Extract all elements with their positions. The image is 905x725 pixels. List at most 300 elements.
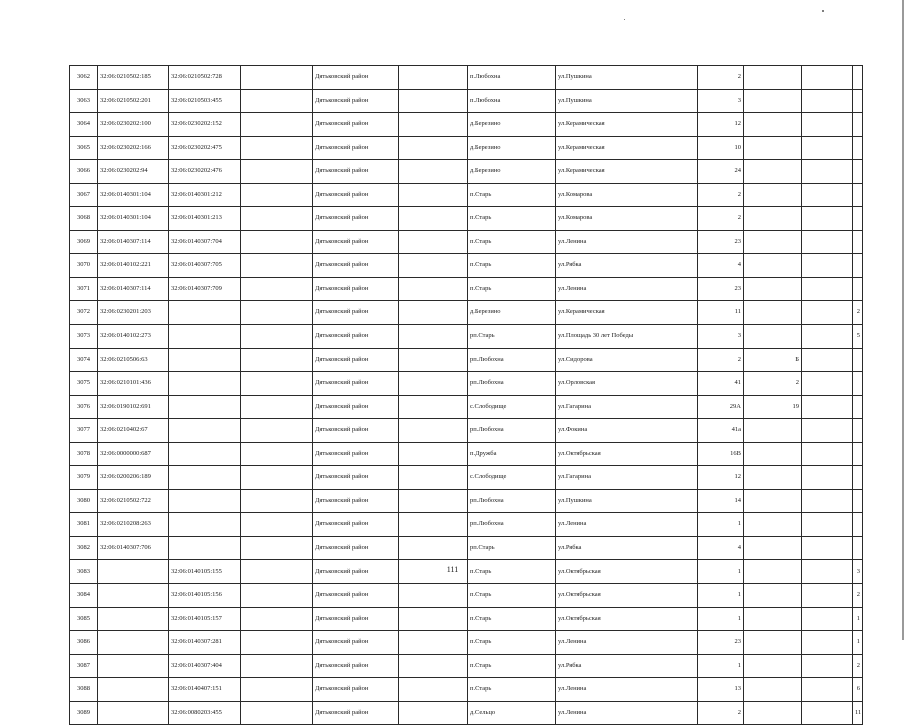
empty-cell — [399, 348, 468, 372]
locality-cell: д.Березино — [468, 301, 556, 325]
apartment-cell — [853, 89, 863, 113]
extra-cell — [802, 136, 853, 160]
row-number-cell: 3066 — [70, 160, 98, 184]
scan-edge-line — [902, 0, 904, 640]
scan-speck — [822, 10, 824, 12]
table-row — [70, 301, 863, 325]
cadastral-number-cell: 32:06:0210402:67 — [98, 419, 169, 443]
house-number-cell: 23 — [698, 631, 744, 655]
extra-cell — [802, 536, 853, 560]
street-cell: ул.Фокина — [556, 419, 698, 443]
apartment-cell: 1 — [853, 631, 863, 655]
cadastral-number-cell — [98, 584, 169, 608]
house-number-cell: 1 — [698, 584, 744, 608]
table-row — [70, 419, 863, 443]
locality-cell: п.Старь — [468, 678, 556, 702]
house-number-cell: 3 — [698, 89, 744, 113]
building-cell — [744, 513, 802, 537]
cadastral-number-object-cell: 32:06:0140307:709 — [169, 277, 241, 301]
building-cell — [744, 584, 802, 608]
cadastral-number-object-cell: 32:06:0140105:155 — [169, 560, 241, 584]
house-number-cell: 2 — [698, 66, 744, 90]
empty-cell — [399, 584, 468, 608]
extra-cell — [802, 489, 853, 513]
district-cell: Дятьковский район — [313, 160, 399, 184]
empty-cell — [399, 160, 468, 184]
street-cell: ул.Ленина — [556, 230, 698, 254]
row-number-cell: 3089 — [70, 701, 98, 725]
extra-cell — [802, 277, 853, 301]
locality-cell: рп.Любохна — [468, 489, 556, 513]
empty-cell — [241, 89, 313, 113]
building-cell — [744, 301, 802, 325]
extra-cell — [802, 607, 853, 631]
apartment-cell: 6 — [853, 678, 863, 702]
cadastral-number-cell: 32:06:0000000:687 — [98, 442, 169, 466]
cadastral-number-cell — [98, 654, 169, 678]
locality-cell: п.Старь — [468, 607, 556, 631]
empty-cell — [241, 207, 313, 231]
cadastral-number-object-cell — [169, 395, 241, 419]
cadastral-number-object-cell — [169, 348, 241, 372]
street-cell: ул.Ленина — [556, 277, 698, 301]
street-cell: ул.Рябка — [556, 536, 698, 560]
apartment-cell — [853, 254, 863, 278]
empty-cell — [399, 654, 468, 678]
building-cell — [744, 66, 802, 90]
locality-cell: с.Слободище — [468, 395, 556, 419]
cadastral-number-cell — [98, 607, 169, 631]
apartment-cell — [853, 230, 863, 254]
apartment-cell — [853, 348, 863, 372]
locality-cell: рп.Старь — [468, 536, 556, 560]
extra-cell — [802, 654, 853, 678]
table-row — [70, 254, 863, 278]
row-number-cell: 3067 — [70, 183, 98, 207]
house-number-cell: 16В — [698, 442, 744, 466]
apartment-cell: 5 — [853, 325, 863, 349]
cadastral-number-object-cell — [169, 466, 241, 490]
cadastral-number-cell: 32:06:0140301:104 — [98, 207, 169, 231]
table-row — [70, 136, 863, 160]
empty-cell — [399, 419, 468, 443]
house-number-cell: 41 — [698, 372, 744, 396]
table-row — [70, 607, 863, 631]
table-row — [70, 395, 863, 419]
empty-cell — [241, 631, 313, 655]
empty-cell — [399, 513, 468, 537]
cadastral-number-cell — [98, 678, 169, 702]
district-cell: Дятьковский район — [313, 701, 399, 725]
cadastral-number-cell — [98, 631, 169, 655]
extra-cell — [802, 419, 853, 443]
house-number-cell: 12 — [698, 466, 744, 490]
empty-cell — [399, 254, 468, 278]
apartment-cell — [853, 183, 863, 207]
building-cell — [744, 325, 802, 349]
cadastral-number-object-cell: 32:06:0140307:704 — [169, 230, 241, 254]
street-cell: ул.Керамическая — [556, 301, 698, 325]
street-cell: ул.Октябрьская — [556, 607, 698, 631]
district-cell: Дятьковский район — [313, 631, 399, 655]
street-cell: ул.Комарова — [556, 183, 698, 207]
row-number-cell: 3086 — [70, 631, 98, 655]
district-cell: Дятьковский район — [313, 584, 399, 608]
house-number-cell: 41а — [698, 419, 744, 443]
street-cell: ул.Орловская — [556, 372, 698, 396]
apartment-cell — [853, 113, 863, 137]
table-row — [70, 66, 863, 90]
extra-cell — [802, 466, 853, 490]
empty-cell — [241, 113, 313, 137]
empty-cell — [241, 136, 313, 160]
house-number-cell: 1 — [698, 654, 744, 678]
empty-cell — [241, 419, 313, 443]
street-cell: ул.Октябрьская — [556, 442, 698, 466]
apartment-cell — [853, 136, 863, 160]
cadastral-number-cell: 32:06:0230202:94 — [98, 160, 169, 184]
locality-cell: п.Старь — [468, 183, 556, 207]
empty-cell — [241, 254, 313, 278]
empty-cell — [241, 372, 313, 396]
street-cell: ул.Октябрьская — [556, 584, 698, 608]
cadastral-number-object-cell — [169, 442, 241, 466]
cadastral-number-cell: 32:06:0140307:706 — [98, 536, 169, 560]
street-cell: ул.Комарова — [556, 207, 698, 231]
locality-cell: п.Любохна — [468, 66, 556, 90]
row-number-cell: 3069 — [70, 230, 98, 254]
cadastral-number-cell: 32:06:0140307:114 — [98, 230, 169, 254]
cadastral-number-object-cell — [169, 536, 241, 560]
empty-cell — [241, 348, 313, 372]
street-cell: ул.Гагарина — [556, 466, 698, 490]
empty-cell — [399, 89, 468, 113]
table-row — [70, 489, 863, 513]
cadastral-number-object-cell: 32:06:0140307:705 — [169, 254, 241, 278]
table-row — [70, 584, 863, 608]
table-row — [70, 113, 863, 137]
apartment-cell — [853, 160, 863, 184]
cadastral-number-object-cell: 32:06:0080203:455 — [169, 701, 241, 725]
cadastral-number-cell: 32:06:0140307:114 — [98, 277, 169, 301]
row-number-cell: 3082 — [70, 536, 98, 560]
apartment-cell — [853, 513, 863, 537]
table-row — [70, 348, 863, 372]
extra-cell — [802, 701, 853, 725]
street-cell: ул.Ленина — [556, 513, 698, 537]
building-cell — [744, 489, 802, 513]
extra-cell — [802, 678, 853, 702]
empty-cell — [399, 678, 468, 702]
cadastral-number-cell: 32:06:0210101:436 — [98, 372, 169, 396]
empty-cell — [399, 701, 468, 725]
locality-cell: рп.Любохна — [468, 419, 556, 443]
district-cell: Дятьковский район — [313, 136, 399, 160]
locality-cell: п.Старь — [468, 654, 556, 678]
row-number-cell: 3068 — [70, 207, 98, 231]
row-number-cell: 3088 — [70, 678, 98, 702]
table-row — [70, 183, 863, 207]
locality-cell: п.Старь — [468, 207, 556, 231]
district-cell: Дятьковский район — [313, 654, 399, 678]
street-cell: ул.Пушкина — [556, 489, 698, 513]
cadastral-number-cell: 32:06:0210502:201 — [98, 89, 169, 113]
empty-cell — [241, 678, 313, 702]
table-row — [70, 701, 863, 725]
locality-cell: п.Старь — [468, 254, 556, 278]
locality-cell: д.Березино — [468, 160, 556, 184]
house-number-cell: 23 — [698, 230, 744, 254]
apartment-cell — [853, 66, 863, 90]
apartment-cell — [853, 277, 863, 301]
cadastral-number-cell: 32:06:0230202:100 — [98, 113, 169, 137]
house-number-cell: 4 — [698, 254, 744, 278]
house-number-cell: 29А — [698, 395, 744, 419]
building-cell — [744, 419, 802, 443]
table-row — [70, 654, 863, 678]
locality-cell: п.Любохна — [468, 89, 556, 113]
empty-cell — [241, 654, 313, 678]
cadastral-number-object-cell: 32:06:0140307:404 — [169, 654, 241, 678]
extra-cell — [802, 584, 853, 608]
street-cell: ул.Сидорова — [556, 348, 698, 372]
extra-cell — [802, 183, 853, 207]
cadastral-number-cell: 32:06:0190102:691 — [98, 395, 169, 419]
extra-cell — [802, 254, 853, 278]
apartment-cell: 2 — [853, 584, 863, 608]
house-number-cell: 10 — [698, 136, 744, 160]
building-cell — [744, 607, 802, 631]
district-cell: Дятьковский район — [313, 419, 399, 443]
locality-cell: п.Старь — [468, 560, 556, 584]
building-cell — [744, 536, 802, 560]
extra-cell — [802, 89, 853, 113]
building-cell — [744, 466, 802, 490]
cadastral-number-object-cell: 32:06:0140105:156 — [169, 584, 241, 608]
district-cell: Дятьковский район — [313, 513, 399, 537]
locality-cell: п.Старь — [468, 230, 556, 254]
cadastral-number-object-cell: 32:06:0140301:212 — [169, 183, 241, 207]
cadastral-number-object-cell: 32:06:0210503:455 — [169, 89, 241, 113]
apartment-cell — [853, 207, 863, 231]
empty-cell — [241, 466, 313, 490]
district-cell: Дятьковский район — [313, 348, 399, 372]
cadastral-number-cell: 32:06:0140102:273 — [98, 325, 169, 349]
empty-cell — [399, 136, 468, 160]
district-cell: Дятьковский район — [313, 183, 399, 207]
scan-speck — [624, 19, 625, 20]
empty-cell — [241, 66, 313, 90]
empty-cell — [241, 277, 313, 301]
empty-cell — [399, 607, 468, 631]
district-cell: Дятьковский район — [313, 395, 399, 419]
building-cell — [744, 442, 802, 466]
house-number-cell: 1 — [698, 560, 744, 584]
street-cell: ул.Рябка — [556, 254, 698, 278]
house-number-cell: 1 — [698, 513, 744, 537]
empty-cell — [399, 277, 468, 301]
cadastral-number-object-cell — [169, 489, 241, 513]
building-cell — [744, 654, 802, 678]
table-row — [70, 466, 863, 490]
apartment-cell — [853, 395, 863, 419]
district-cell: Дятьковский район — [313, 489, 399, 513]
table-row — [70, 160, 863, 184]
row-number-cell: 3075 — [70, 372, 98, 396]
apartment-cell: 3 — [853, 560, 863, 584]
table-row — [70, 513, 863, 537]
empty-cell — [399, 183, 468, 207]
house-number-cell: 3 — [698, 325, 744, 349]
district-cell: Дятьковский район — [313, 254, 399, 278]
cadastral-number-cell — [98, 701, 169, 725]
cadastral-number-object-cell: 32:06:0230202:475 — [169, 136, 241, 160]
building-cell — [744, 254, 802, 278]
district-cell: Дятьковский район — [313, 607, 399, 631]
row-number-cell: 3079 — [70, 466, 98, 490]
empty-cell — [241, 701, 313, 725]
locality-cell: п.Старь — [468, 277, 556, 301]
street-cell: ул.Рябка — [556, 654, 698, 678]
locality-cell: рп.Старь — [468, 325, 556, 349]
extra-cell — [802, 631, 853, 655]
street-cell: ул.Керамическая — [556, 113, 698, 137]
cadastral-number-cell: 32:06:0210208:263 — [98, 513, 169, 537]
table-row — [70, 325, 863, 349]
empty-cell — [399, 325, 468, 349]
table-body — [70, 66, 863, 725]
table-row — [70, 631, 863, 655]
street-cell: ул.Гагарина — [556, 395, 698, 419]
building-cell — [744, 277, 802, 301]
cadastral-number-cell: 32:06:0210506:63 — [98, 348, 169, 372]
apartment-cell: 1 — [853, 607, 863, 631]
house-number-cell: 4 — [698, 536, 744, 560]
building-cell — [744, 183, 802, 207]
extra-cell — [802, 372, 853, 396]
cadastral-number-object-cell: 32:06:0140407:151 — [169, 678, 241, 702]
page-number: 111 — [446, 565, 459, 574]
cadastral-number-cell: 32:06:0140102:221 — [98, 254, 169, 278]
cadastral-number-object-cell — [169, 513, 241, 537]
apartment-cell — [853, 466, 863, 490]
extra-cell — [802, 301, 853, 325]
cadastral-number-object-cell: 32:06:0230202:152 — [169, 113, 241, 137]
empty-cell — [241, 607, 313, 631]
building-cell — [744, 89, 802, 113]
row-number-cell: 3087 — [70, 654, 98, 678]
cadastral-number-object-cell — [169, 419, 241, 443]
empty-cell — [241, 230, 313, 254]
row-number-cell: 3076 — [70, 395, 98, 419]
empty-cell — [399, 230, 468, 254]
property-register-table — [69, 65, 863, 725]
district-cell: Дятьковский район — [313, 277, 399, 301]
street-cell: ул.Площадь 30 лет Победы — [556, 325, 698, 349]
apartment-cell: 2 — [853, 301, 863, 325]
empty-cell — [399, 113, 468, 137]
house-number-cell: 2 — [698, 348, 744, 372]
district-cell: Дятьковский район — [313, 66, 399, 90]
row-number-cell: 3073 — [70, 325, 98, 349]
extra-cell — [802, 113, 853, 137]
empty-cell — [241, 325, 313, 349]
locality-cell: рп.Любохна — [468, 372, 556, 396]
cadastral-number-cell: 32:06:0210502:722 — [98, 489, 169, 513]
cadastral-number-object-cell: 32:06:0140307:281 — [169, 631, 241, 655]
empty-cell — [399, 66, 468, 90]
house-number-cell: 2 — [698, 183, 744, 207]
table-row — [70, 207, 863, 231]
table-row — [70, 277, 863, 301]
empty-cell — [241, 301, 313, 325]
district-cell: Дятьковский район — [313, 466, 399, 490]
table-row — [70, 372, 863, 396]
building-cell — [744, 678, 802, 702]
extra-cell — [802, 513, 853, 537]
cadastral-number-object-cell: 32:06:0140105:157 — [169, 607, 241, 631]
district-cell: Дятьковский район — [313, 113, 399, 137]
empty-cell — [399, 395, 468, 419]
street-cell: ул.Керамическая — [556, 136, 698, 160]
cadastral-number-cell: 32:06:0230202:166 — [98, 136, 169, 160]
empty-cell — [399, 466, 468, 490]
street-cell: ул.Пушкина — [556, 66, 698, 90]
empty-cell — [241, 395, 313, 419]
cadastral-number-object-cell: 32:06:0230202:476 — [169, 160, 241, 184]
apartment-cell — [853, 419, 863, 443]
cadastral-number-cell: 32:06:0140301:104 — [98, 183, 169, 207]
building-cell — [744, 631, 802, 655]
row-number-cell: 3072 — [70, 301, 98, 325]
locality-cell: с.Слободище — [468, 466, 556, 490]
row-number-cell: 3083 — [70, 560, 98, 584]
table-row — [70, 536, 863, 560]
locality-cell: д.Березино — [468, 113, 556, 137]
apartment-cell — [853, 489, 863, 513]
empty-cell — [399, 631, 468, 655]
extra-cell — [802, 348, 853, 372]
table-row — [70, 230, 863, 254]
empty-cell — [241, 513, 313, 537]
locality-cell: д.Березино — [468, 136, 556, 160]
house-number-cell: 2 — [698, 701, 744, 725]
empty-cell — [399, 442, 468, 466]
house-number-cell: 12 — [698, 113, 744, 137]
house-number-cell: 11 — [698, 301, 744, 325]
extra-cell — [802, 207, 853, 231]
district-cell: Дятьковский район — [313, 560, 399, 584]
district-cell: Дятьковский район — [313, 442, 399, 466]
district-cell: Дятьковский район — [313, 536, 399, 560]
house-number-cell: 24 — [698, 160, 744, 184]
building-cell — [744, 113, 802, 137]
empty-cell — [399, 372, 468, 396]
building-cell: 19 — [744, 395, 802, 419]
row-number-cell: 3078 — [70, 442, 98, 466]
apartment-cell — [853, 372, 863, 396]
empty-cell — [399, 207, 468, 231]
empty-cell — [241, 536, 313, 560]
district-cell: Дятьковский район — [313, 207, 399, 231]
extra-cell — [802, 160, 853, 184]
locality-cell: рп.Любохна — [468, 348, 556, 372]
locality-cell: рп.Любохна — [468, 513, 556, 537]
cadastral-number-cell: 32:06:0210502:185 — [98, 66, 169, 90]
street-cell: ул.Ленина — [556, 631, 698, 655]
empty-cell — [241, 489, 313, 513]
street-cell: ул.Ленина — [556, 678, 698, 702]
